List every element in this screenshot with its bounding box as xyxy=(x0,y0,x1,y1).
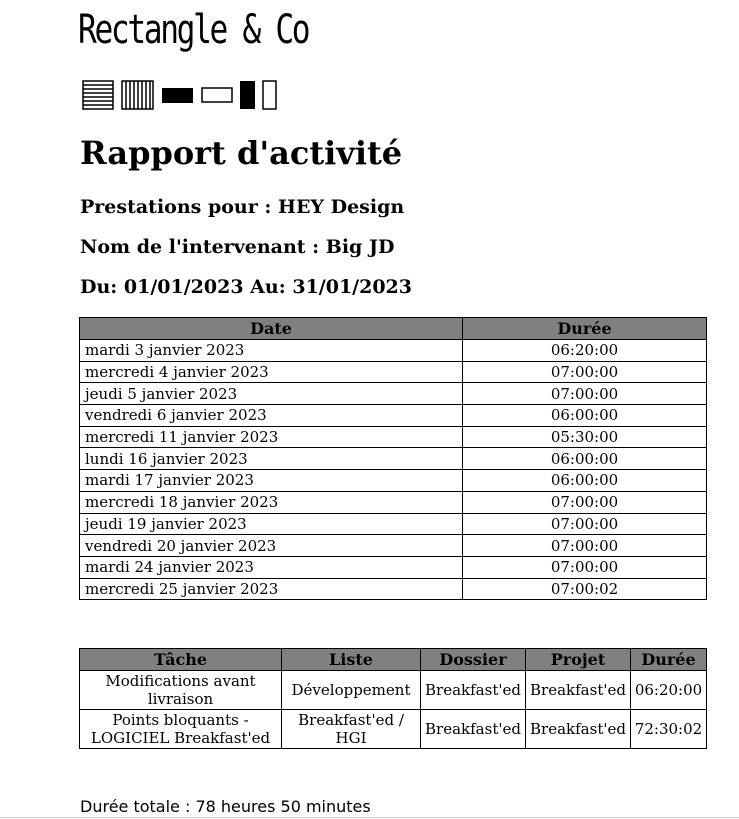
vertical-lines-square-icon xyxy=(122,81,153,109)
table-row xyxy=(80,556,707,578)
table-row xyxy=(80,578,707,600)
list-cell: Développement xyxy=(282,671,421,710)
table-row xyxy=(80,405,707,427)
task-summary-table xyxy=(79,648,707,749)
outline-tall-rect-icon xyxy=(263,81,276,109)
duration-cell: 06:00:00 xyxy=(463,470,707,492)
column-header-folder: Dossier xyxy=(421,649,526,671)
duration-cell: 06:20:00 xyxy=(463,340,707,362)
table-row xyxy=(80,710,707,749)
filled-tall-rect-icon xyxy=(240,81,255,109)
table-row xyxy=(80,448,707,470)
company-logo-text: Rectangle & Co xyxy=(78,7,309,53)
column-header-duration: Durée xyxy=(631,649,707,671)
table-row xyxy=(80,535,707,557)
daily-duration-table xyxy=(79,317,707,600)
duration-cell: 06:00:00 xyxy=(463,448,707,470)
date-cell: mardi 3 janvier 2023 xyxy=(80,340,463,362)
table-row xyxy=(80,361,707,383)
client-line: Prestations pour : HEY Design xyxy=(80,196,405,218)
horizontal-lines-square-icon xyxy=(83,81,113,109)
date-cell: mercredi 18 janvier 2023 xyxy=(80,491,463,513)
date-cell: mercredi 25 janvier 2023 xyxy=(80,578,463,600)
column-header-project: Projet xyxy=(526,649,631,671)
period-line: Du: 01/01/2023 Au: 31/01/2023 xyxy=(80,276,412,298)
table-header-row xyxy=(80,318,707,340)
table-row xyxy=(80,340,707,362)
table-row xyxy=(80,470,707,492)
column-header-task: Tâche xyxy=(80,649,282,671)
duration-cell: 07:00:00 xyxy=(463,535,707,557)
duration-cell: 07:00:00 xyxy=(463,361,707,383)
duration-cell: 72:30:02 xyxy=(631,710,707,749)
date-cell: lundi 16 janvier 2023 xyxy=(80,448,463,470)
page-divider xyxy=(0,817,739,818)
date-cell: mercredi 4 janvier 2023 xyxy=(80,361,463,383)
table-row xyxy=(80,426,707,448)
column-header-list: Liste xyxy=(282,649,421,671)
date-cell: vendredi 20 janvier 2023 xyxy=(80,535,463,557)
table-row xyxy=(80,491,707,513)
duration-cell: 07:00:00 xyxy=(463,383,707,405)
folder-cell: Breakfast'ed xyxy=(421,671,526,710)
list-cell: Breakfast'ed / HGI xyxy=(282,710,421,749)
task-cell: Modifications avant livraison xyxy=(80,671,282,710)
total-duration: Durée totale : 78 heures 50 minutes xyxy=(80,797,371,816)
table-row xyxy=(80,513,707,535)
intervenant-line: Nom de l'intervenant : Big JD xyxy=(80,236,395,258)
date-cell: mardi 24 janvier 2023 xyxy=(80,556,463,578)
date-cell: jeudi 5 janvier 2023 xyxy=(80,383,463,405)
project-cell: Breakfast'ed xyxy=(526,710,631,749)
duration-cell: 06:00:00 xyxy=(463,405,707,427)
duration-cell: 07:00:00 xyxy=(463,556,707,578)
task-cell: Points bloquants - LOGICIEL Breakfast'ed xyxy=(80,710,282,749)
date-cell: mardi 17 janvier 2023 xyxy=(80,470,463,492)
date-cell: mercredi 11 janvier 2023 xyxy=(80,426,463,448)
folder-cell: Breakfast'ed xyxy=(421,710,526,749)
date-cell: vendredi 6 janvier 2023 xyxy=(80,405,463,427)
company-logo-icons xyxy=(82,80,282,110)
date-cell: jeudi 19 janvier 2023 xyxy=(80,513,463,535)
duration-cell: 07:00:00 xyxy=(463,491,707,513)
filled-bar-icon xyxy=(162,88,193,103)
report-title: Rapport d'activité xyxy=(80,134,403,172)
table-row xyxy=(80,671,707,710)
outline-bar-icon xyxy=(202,88,232,102)
duration-cell: 07:00:00 xyxy=(463,513,707,535)
table-row xyxy=(80,383,707,405)
duration-cell: 07:00:02 xyxy=(463,578,707,600)
duration-cell: 05:30:00 xyxy=(463,426,707,448)
column-header-date: Date xyxy=(80,318,463,340)
table-header-row xyxy=(80,649,707,671)
column-header-duration: Durée xyxy=(463,318,707,340)
project-cell: Breakfast'ed xyxy=(526,671,631,710)
duration-cell: 06:20:00 xyxy=(631,671,707,710)
